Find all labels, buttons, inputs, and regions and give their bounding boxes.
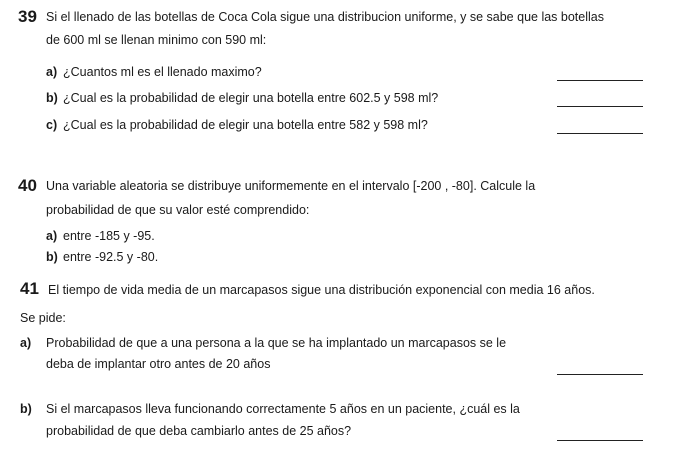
problem-40-item-a-text: entre -185 y -95. [63,229,155,243]
problem-39-item-c-text: ¿Cual es la probabilidad de elegir una botella entre 582 y 598 ml? [63,118,428,132]
problem-39-number: 39 [18,7,37,26]
answer-line-39c [557,133,643,134]
problem-39-text-line-2: de 600 ml se llenan minimo con 590 ml: [46,33,267,47]
problem-41-prompt: Se pide: [20,311,66,325]
problem-41-text-line-1: El tiempo de vida media de un marcapasos sigue una distribución exponencial con media 16 años. [48,283,595,297]
answer-line-41a [557,374,643,375]
problem-39-text-line-1: Si el llenado de las botellas de Coca Cola sigue una distribucion uniforme, y se sabe que las botellas [46,10,604,24]
problem-41-item-a-line-2: deba de implantar otro antes de 20 años [46,357,271,371]
problem-39-item-b-label: b) [46,91,58,105]
problem-41-item-a-label: a) [20,336,32,350]
problem-40-text-line-1: Una variable aleatoria se distribuye uniformemente en el intervalo [-200 , -80]. Calcule la [46,179,536,193]
problem-41-item-b-label: b) [20,402,32,416]
problem-40-item-b-text: entre -92.5 y -80. [63,250,159,264]
answer-line-39b [557,106,643,107]
problem-41-number: 41 [20,279,39,298]
answer-line-41b [557,440,643,441]
problem-41-item-b-line-2: probabilidad de que deba cambiarlo antes de 25 años? [46,424,352,438]
problem-40-number: 40 [18,176,37,195]
problem-39-item-b-text: ¿Cual es la probabilidad de elegir una botella entre 602.5 y 598 ml? [63,91,439,105]
answer-line-39a [557,80,643,81]
problem-40-text-line-2: probabilidad de que su valor esté comprendido: [46,203,310,217]
problem-39-item-c-label: c) [46,118,58,132]
problem-40-item-b-label: b) [46,250,58,264]
problem-41-item-a-line-1: Probabilidad de que a una persona a la que se ha implantado un marcapasos se le [46,336,507,350]
problem-39-item-a-text: ¿Cuantos ml es el llenado maximo? [63,65,262,79]
problem-39-item-a-label: a) [46,65,58,79]
problem-41-item-b-line-1: Si el marcapasos lleva funcionando correctamente 5 años en un paciente, ¿cuál es la [46,402,520,416]
problem-40-item-a-label: a) [46,229,58,243]
